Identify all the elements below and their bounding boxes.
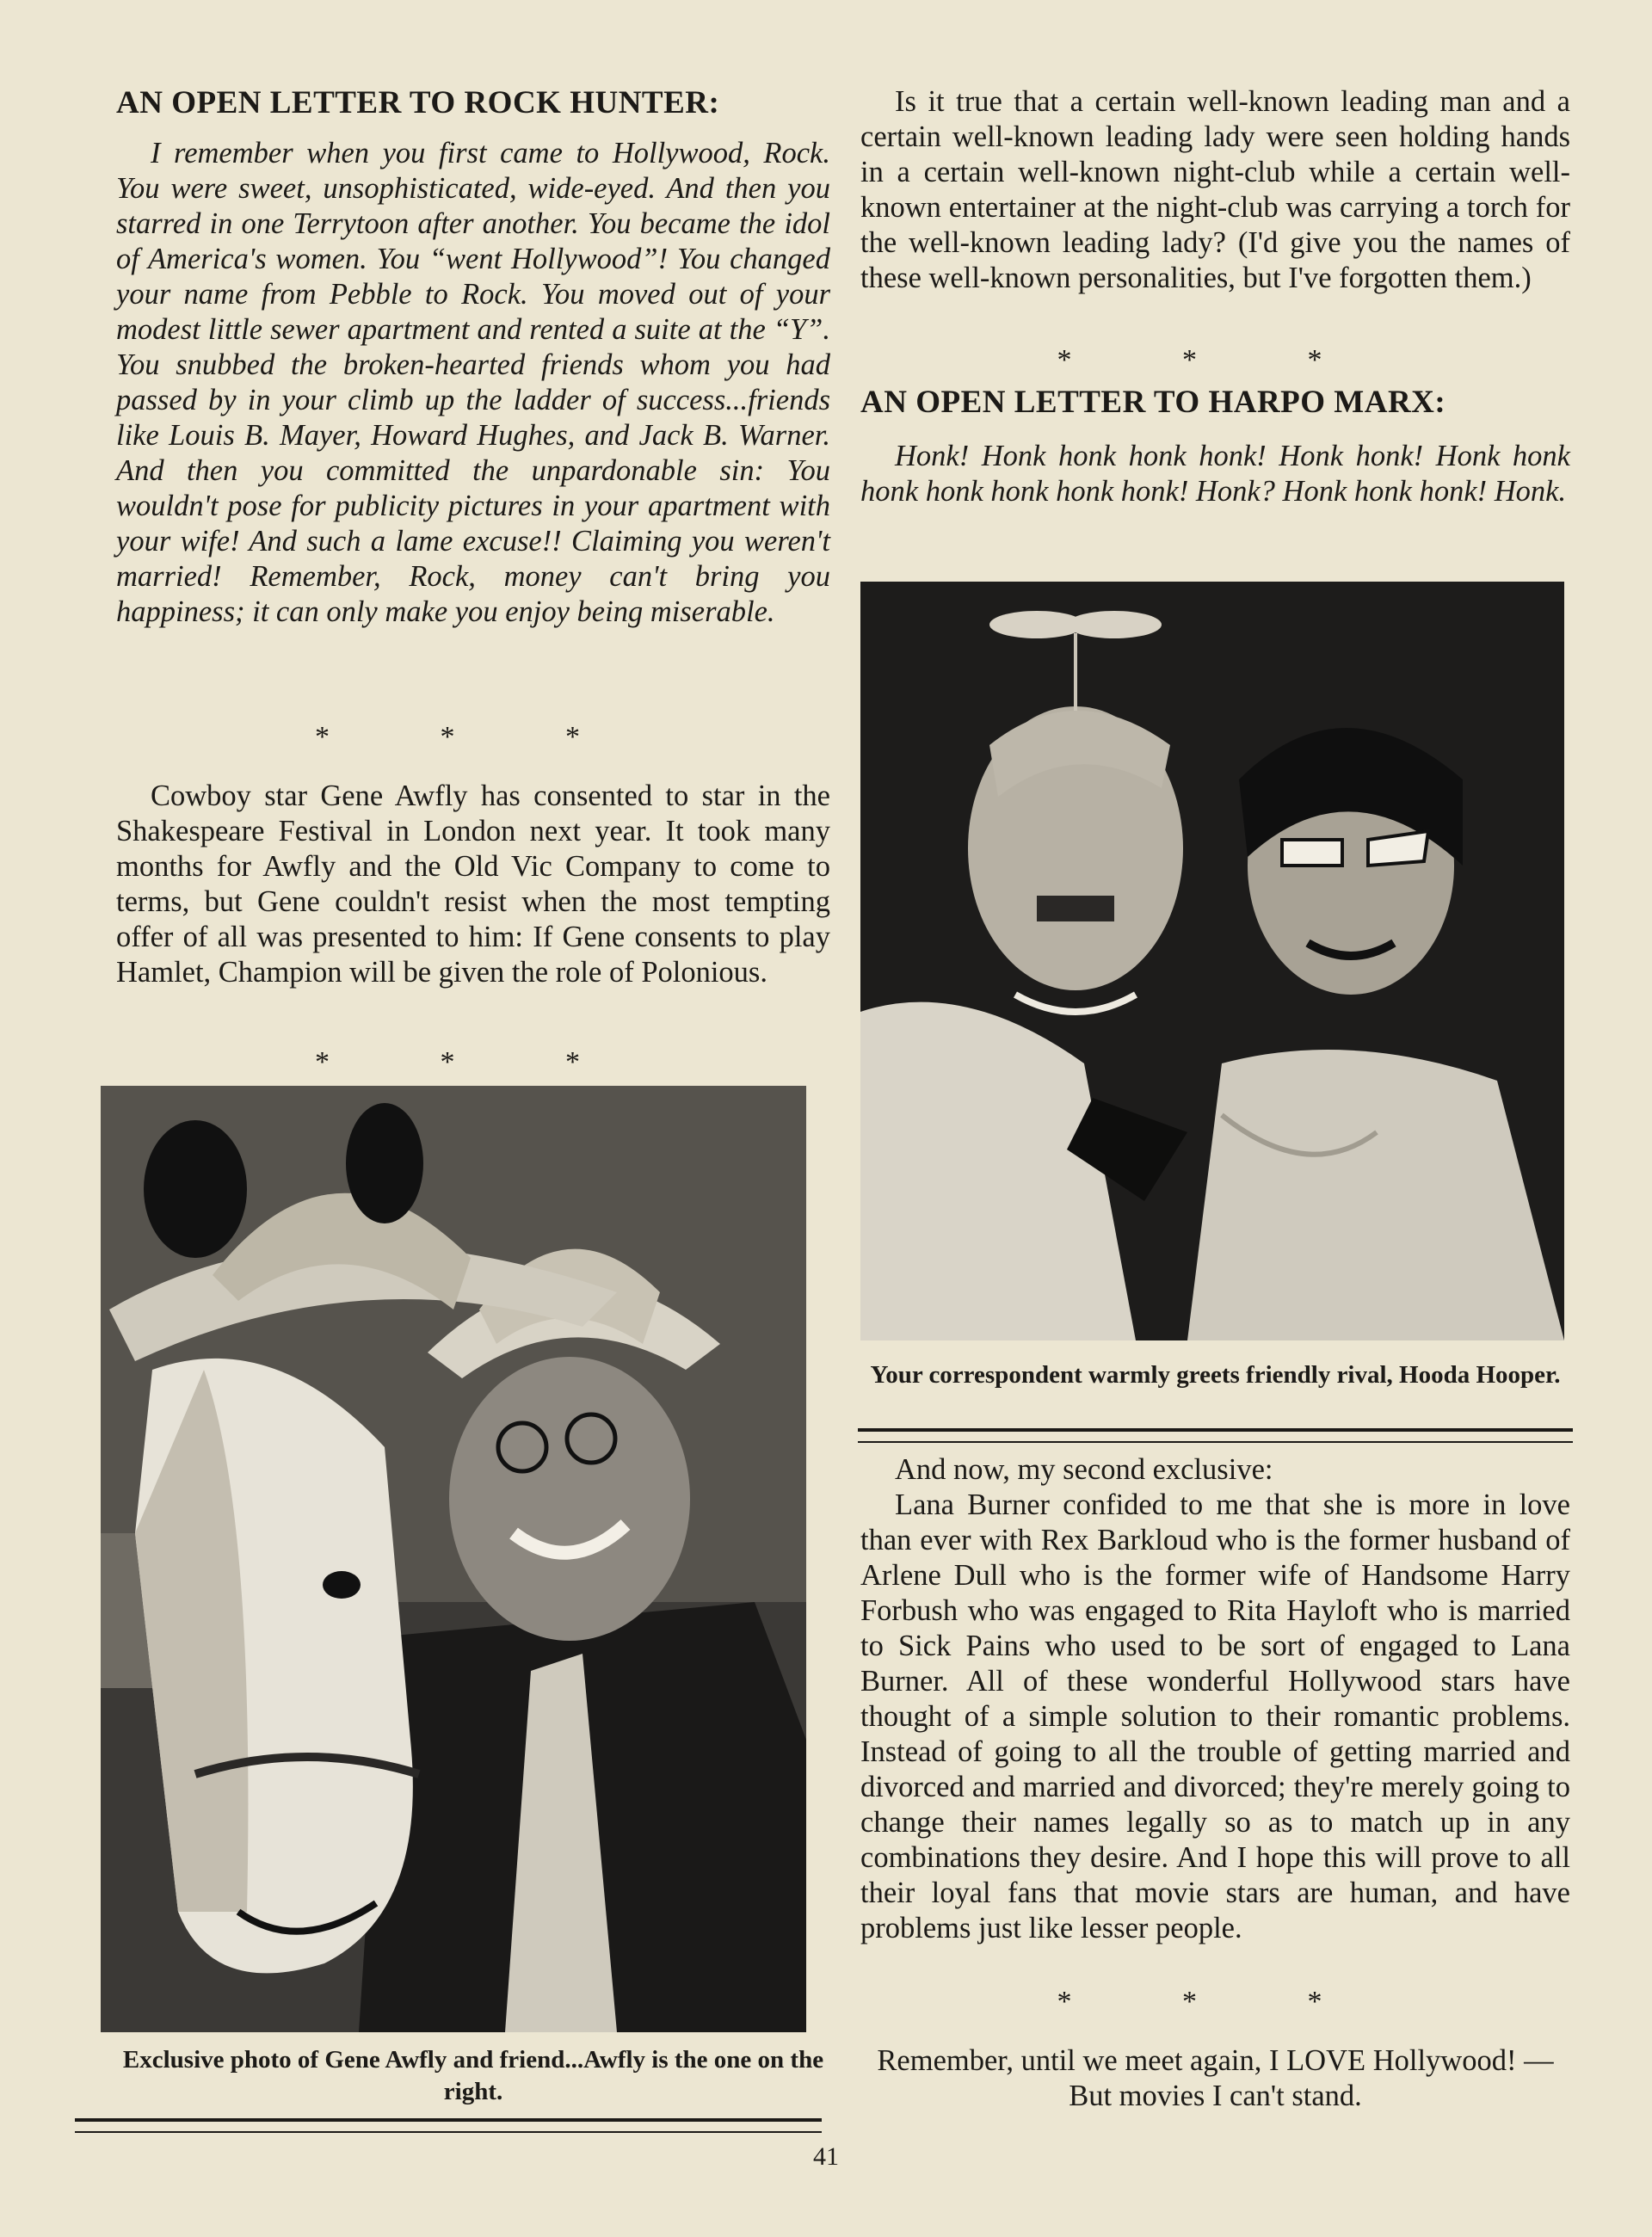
well-known-rumor-paragraph: Is it true that a certain well-known leading man and a certain well-known leading lady were seen holding hands in a certain well-known night-club while a certain well-known entertainer at the night-club was carrying a torch for the well-known leading lady? (I'd give you the names of these well-known personalities, but I've forgotten them.): [860, 85, 1570, 294]
rock-hunter-letter: I remember when you first came to Hollywood, Rock. You were sweet, unsophisticated, wide-eyed. And then you starred in one Terrytoon after another. You became the idol of America's women. You “went Hollywood”! You changed your name from Pebble to Rock. You moved out of your modest little sewer apartment and rented a suite at the “Y”. You snubbed the broken-hearted friends whom you had passed by in your climb up the ladder of success...friends like Louis B. Mayer, Howard Hughes, and Jack B. Warner. And then you committed the unpardonable sin: You wouldn't pose for publicity pictures in your apartment with your wife! And such a lame excuse!! Claiming you weren't married! Remember, Rock, money can't bring you happiness; it can only make you enjoy being miserable.: [116, 137, 830, 628]
harpo-marx-heading: AN OPEN LETTER TO HARPO MARX:: [860, 385, 1446, 420]
separator-stars: * * *: [1057, 1986, 1374, 2018]
two-women-illustration: [860, 582, 1564, 1340]
separator-stars: * * *: [315, 721, 632, 753]
column-rule: [75, 2118, 822, 2133]
column-rule: [858, 1428, 1573, 1443]
gene-awfly-photo-caption: Exclusive photo of Gene Awfly and friend...Awfly is the one on the right.: [122, 2046, 824, 2105]
gene-awfly-paragraph: Cowboy star Gene Awfly has consented to star in the Shakespeare Festival in London next year. It took many months for Awfly and the Old Vic Company to come to terms, but Gene couldn't resist when the most tempting offer of all was presented to him: If Gene consents to play Hamlet, Champion will be given the role of Polonious.: [116, 780, 830, 989]
page-number: 41: [813, 2142, 839, 2171]
lana-burner-paragraph: Lana Burner confided to me that she is more in love than ever with Rex Barkloud who is the former husband of Arlene Dull who is the former wife of Handsome Harry Forbush who was engaged to Rita Hayloft who is married to Sick Pains who used to be sort of engaged to Lana Burner. All of these wonderful Hollywood stars have thought of a simple solution to their romantic problems. Instead of going to all the trouble of getting married and divorced and married and divorced; they're merely going to change their names legally so as to match up in any combinations they desire. And I hope this will prove to all their loyal fans that movie stars are human, and have problems just like lesser people.: [860, 1488, 1570, 1944]
hooda-hooper-photo-caption: Your correspondent warmly greets friendly rival, Hooda Hooper.: [870, 1361, 1561, 1389]
harpo-marx-letter: Honk! Honk honk honk honk! Honk honk! Honk honk honk honk honk honk honk! Honk? Honk honk honk! Honk.: [860, 440, 1570, 508]
rock-hunter-heading: AN OPEN LETTER TO ROCK HUNTER:: [116, 85, 720, 120]
separator-stars: * * *: [315, 1046, 632, 1078]
signoff-paragraph: Remember, until we meet again, I LOVE Hollywood! —But movies I can't stand.: [877, 2044, 1554, 2112]
hooda-hooper-photo: [860, 582, 1564, 1340]
second-exclusive-intro: And now, my second exclusive:: [895, 1453, 1273, 1486]
gene-awfly-photo: [101, 1086, 806, 2032]
cowboy-and-horse-illustration: [101, 1086, 806, 2032]
separator-stars: * * *: [1057, 344, 1374, 376]
